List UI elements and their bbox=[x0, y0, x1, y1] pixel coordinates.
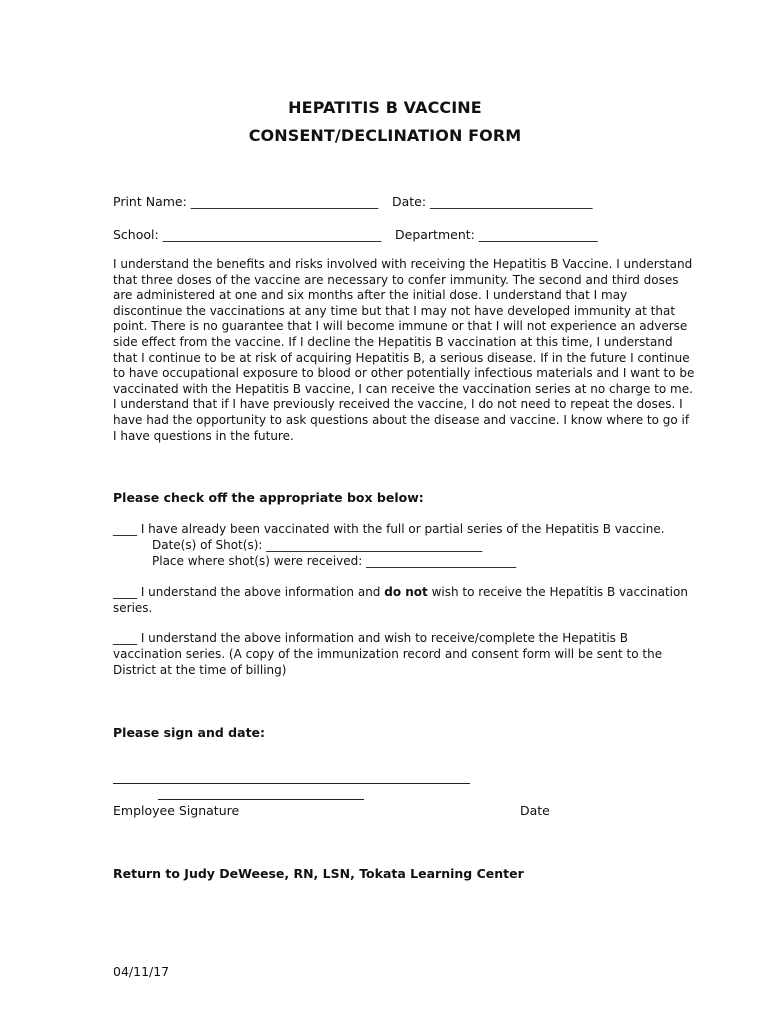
statement-line: are administered at one and six months after the initial dose. I understand that I may bbox=[113, 288, 628, 303]
signature-date-label: Date bbox=[520, 803, 550, 818]
statement-line: discontinue the vaccinations at any time but that I may not have developed immunity at that bbox=[113, 303, 676, 318]
department-field[interactable]: Department: ___________________ bbox=[395, 227, 598, 242]
signature-date-line[interactable] bbox=[158, 799, 364, 800]
statement-line: point. There is no guarantee that I will become immune or that I will not experience an adverse bbox=[113, 319, 688, 334]
shot-place-field[interactable]: Place where shot(s) were received: _________________________ bbox=[152, 554, 517, 568]
form-title: HEPATITIS B VACCINE bbox=[288, 98, 482, 117]
option-decline[interactable] bbox=[113, 585, 688, 599]
shot-dates-field[interactable]: Date(s) of Shot(s): ____________________________________ bbox=[152, 538, 483, 552]
statement-line: I understand that if I have previously received the vaccine, I do not need to repeat the doses. I bbox=[113, 397, 683, 412]
option-decline-line2: series. bbox=[113, 601, 153, 615]
statement-line: side effect from the vaccine. If I decline the Hepatitis B vaccination at this time, I understand bbox=[113, 334, 673, 349]
option-accept-line3: District at the time of billing) bbox=[113, 663, 287, 677]
statement-line: to have occupational exposure to blood or other potentially infectious materials and I want to be bbox=[113, 366, 695, 381]
print-name-field[interactable]: Print Name: ______________________________ bbox=[113, 194, 379, 209]
form-revision-date: 04/11/17 bbox=[113, 964, 170, 979]
checkoff-heading: Please check off the appropriate box below: bbox=[113, 490, 424, 505]
statement-line: that three doses of the vaccine are necessary to confer immunity. The second and third doses bbox=[113, 272, 679, 287]
statement-line: I understand the benefits and risks involved with receiving the Hepatitis B Vaccine. I understand bbox=[113, 257, 693, 271]
statement-line: have had the opportunity to ask questions about the disease and vaccine. I know where to go if bbox=[113, 412, 690, 427]
statement-line: I have questions in the future. bbox=[113, 428, 294, 443]
option-decline-text-end: wish to receive the Hepatitis B vaccination bbox=[427, 585, 688, 599]
form-subtitle: CONSENT/DECLINATION FORM bbox=[248, 126, 522, 145]
employee-signature-label: Employee Signature bbox=[113, 803, 240, 818]
sign-date-heading: Please sign and date: bbox=[113, 725, 266, 740]
consent-statement bbox=[113, 257, 695, 444]
option-decline-text-start: ____ I understand the above information and bbox=[113, 585, 385, 599]
option-already-vaccinated[interactable]: ____ I have already been vaccinated with the full or partial series of the Hepatitis B vaccine. bbox=[113, 522, 665, 536]
return-instructions: Return to Judy DeWeese, RN, LSN, Tokata Learning Center bbox=[113, 866, 524, 881]
option-accept[interactable]: ____ I understand the above information and wish to receive/complete the Hepatitis B bbox=[113, 631, 628, 645]
statement-line: vaccinated with the Hepatitis B vaccine, I can receive the vaccination series at no charge to me. bbox=[113, 381, 693, 396]
signature-line[interactable] bbox=[113, 783, 470, 784]
option-accept-line2: vaccination series. (A copy of the immunization record and consent form will be sent to the bbox=[113, 647, 663, 661]
option-decline-emphasis: do not bbox=[384, 585, 428, 599]
school-field[interactable]: School: ___________________________________ bbox=[113, 227, 382, 242]
statement-line: that I continue to be at risk of acquiring Hepatitis B, a serious disease. If in the future I continue bbox=[113, 350, 690, 365]
date-field[interactable]: Date: __________________________ bbox=[392, 194, 593, 209]
